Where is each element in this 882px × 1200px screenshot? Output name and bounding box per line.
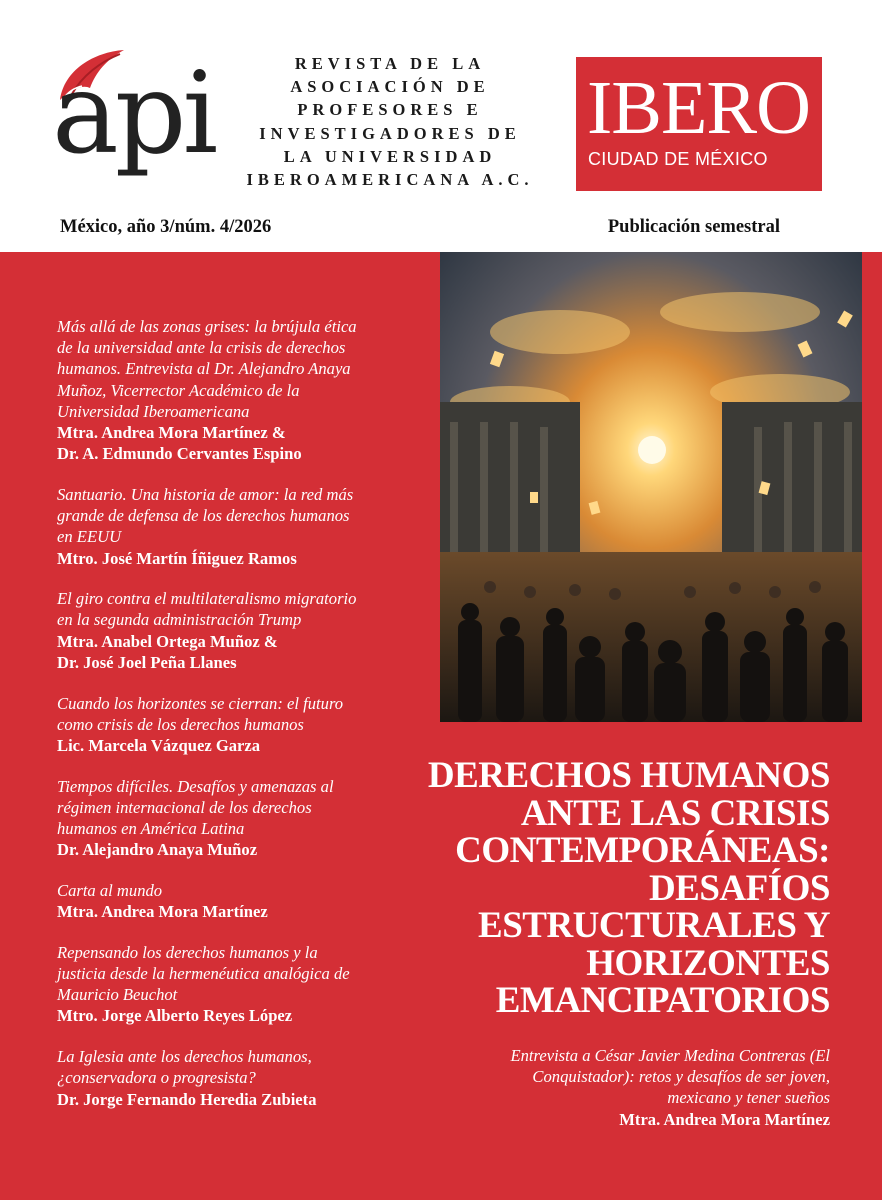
toc-author: Lic. Marcela Vázquez Garza (57, 735, 261, 755)
toc-author: Mtro. Jorge Alberto Reyes López (57, 1006, 293, 1026)
toc-author: Mtra. Andrea Mora Martínez (57, 902, 268, 922)
journal-tagline (225, 52, 555, 191)
tagline-line: ASOCIACIÓN DE (290, 77, 490, 97)
toc-title: Repensando los derechos humanos y la justicia desde la hermenéutica analógica de Mauricio Beuchot (57, 942, 350, 1005)
toc-item (57, 776, 437, 861)
toc-item (57, 942, 437, 1027)
logo-text: api (52, 49, 215, 179)
crowd-sunset-illustration (440, 252, 862, 722)
toc-title: Cuando los horizontes se cierran: el futuro como crisis de los derechos humanos (57, 693, 344, 734)
ibero-name: IBERO (587, 66, 810, 150)
toc-title: El giro contra el multilateralismo migratorio en la segunda administración Trump (57, 589, 357, 630)
feature-author: Mtra. Andrea Mora Martínez (619, 1109, 830, 1129)
ibero-logo (576, 57, 822, 191)
tagline-line: INVESTIGADORES DE (259, 123, 521, 143)
toc-item (57, 880, 437, 922)
cover-photo (440, 252, 862, 722)
toc-author: Mtra. Andrea Mora Martínez & Dr. A. Edmundo Cervantes Espino (57, 423, 302, 464)
toc-author: Mtra. Anabel Ortega Muñoz & Dr. José Joel Peña Llanes (57, 631, 278, 672)
cover-header (0, 0, 882, 252)
toc-item (57, 1046, 437, 1110)
toc-title: Tiempos difíciles. Desafíos y amenazas al régimen internacional de los derechos humanos en América Latina (57, 776, 334, 839)
toc-author: Dr. Jorge Fernando Heredia Zubieta (57, 1089, 317, 1109)
issue-info: México, año 3/núm. 4/2026 (60, 217, 272, 237)
toc-title: Carta al mundo (57, 880, 163, 900)
feature-article (410, 1045, 830, 1130)
tagline-line: IBEROAMERICANA A.C. (246, 170, 534, 190)
toc-item (57, 316, 437, 464)
tagline-line: LA UNIVERSIDAD (283, 146, 497, 166)
toc-author: Dr. Alejandro Anaya Muñoz (57, 840, 258, 860)
ibero-subtitle: CIUDAD DE MÉXICO (588, 149, 768, 169)
toc-author: Mtro. José Martín Íñiguez Ramos (57, 548, 297, 568)
toc-item (57, 588, 437, 673)
tagline-line: REVISTA DE LA (294, 54, 486, 73)
table-of-contents (57, 316, 437, 1129)
main-title: DERECHOS HUMANOS ANTE LAS CRISIS CONTEMPORÁNEAS: DESAFÍOS ESTRUCTURALES Y HORIZONTES EMANCIPATORIOS (427, 755, 830, 1021)
toc-title: Santuario. Una historia de amor: la red más grande de defensa de los derechos humanos en EEUU (57, 484, 354, 547)
feature-title: Entrevista a César Javier Medina Contreras (El Conquistador): retos y desafíos de ser joven, mexicano y tener sueños (510, 1046, 830, 1108)
toc-item (57, 693, 437, 757)
toc-item (57, 484, 437, 569)
toc-title: Más allá de las zonas grises: la brújula ética de la universidad ante la crisis de derechos humanos. Entrevista al Dr. Alejandro Anaya Muñoz, Vicerrector Académico de la Universidad Iberoamericana (57, 317, 357, 421)
publication-frequency: Publicación semestral (607, 217, 780, 237)
toc-title: La Iglesia ante los derechos humanos, ¿conservadora o progresista? (57, 1047, 312, 1088)
tagline-line: PROFESORES E (297, 100, 483, 120)
